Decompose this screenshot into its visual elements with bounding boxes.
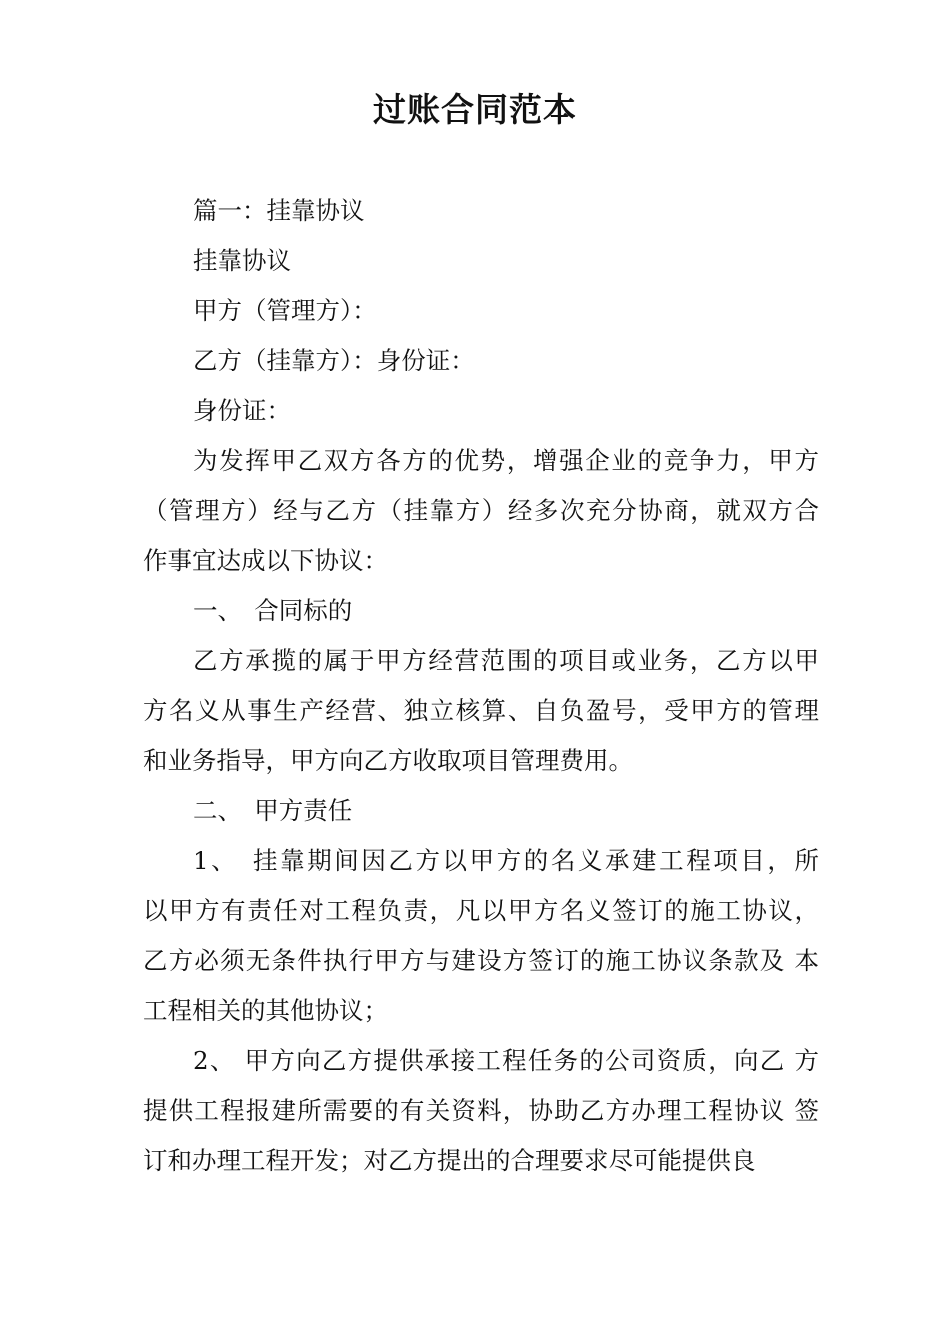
paragraph-line: 工程相关的其他协议； <box>143 996 388 1025</box>
document-body <box>143 186 819 1186</box>
paragraph-line: 订和办理工程开发；对乙方提出的合理要求尽可能提供良 <box>143 1146 756 1175</box>
party-b-line: 乙方（挂靠方）：身份证： <box>193 346 475 375</box>
paragraph-line: 作事宜达成以下协议： <box>143 546 388 575</box>
paragraph-line: 为发挥甲乙双方各方的优势，增强企业的竞争力，甲方 <box>193 446 819 475</box>
paragraph-line: 以甲方有责任对工程负责，凡以甲方名义签订的施工协议， <box>143 896 819 925</box>
clause-heading: 二、 甲方责任 <box>193 796 353 825</box>
paragraph-line: （管理方）经与乙方（挂靠方）经多次充分协商，就双方合 <box>143 496 819 525</box>
paragraph-line: 提供工程报建所需要的有关资料，协助乙方办理工程协议 签 <box>143 1096 819 1125</box>
paragraph-line: 2、 甲方向乙方提供承接工程任务的公司资质，向乙 方 <box>193 1046 819 1075</box>
paragraph-line: 乙方承揽的属于甲方经营范围的项目或业务，乙方以甲 <box>193 646 819 675</box>
paragraph-line: 1、 挂靠期间因乙方以甲方的名义承建工程项目，所 <box>193 846 819 875</box>
clause-heading: 一、 合同标的 <box>193 596 353 625</box>
agreement-heading: 挂靠协议 <box>193 246 291 275</box>
paragraph-line: 方名义从事生产经营、独立核算、自负盈号，受甲方的管理 <box>143 696 819 725</box>
document-title: 过账合同范本 <box>373 90 577 129</box>
paragraph-line: 乙方必须无条件执行甲方与建设方签订的施工协议条款及 本 <box>143 946 819 975</box>
id-card-line: 身份证： <box>193 396 291 425</box>
party-a-line: 甲方（管理方）： <box>193 296 377 325</box>
section-heading: 篇一：挂靠协议 <box>193 196 365 225</box>
paragraph-line: 和业务指导，甲方向乙方收取项目管理费用。 <box>143 746 633 775</box>
